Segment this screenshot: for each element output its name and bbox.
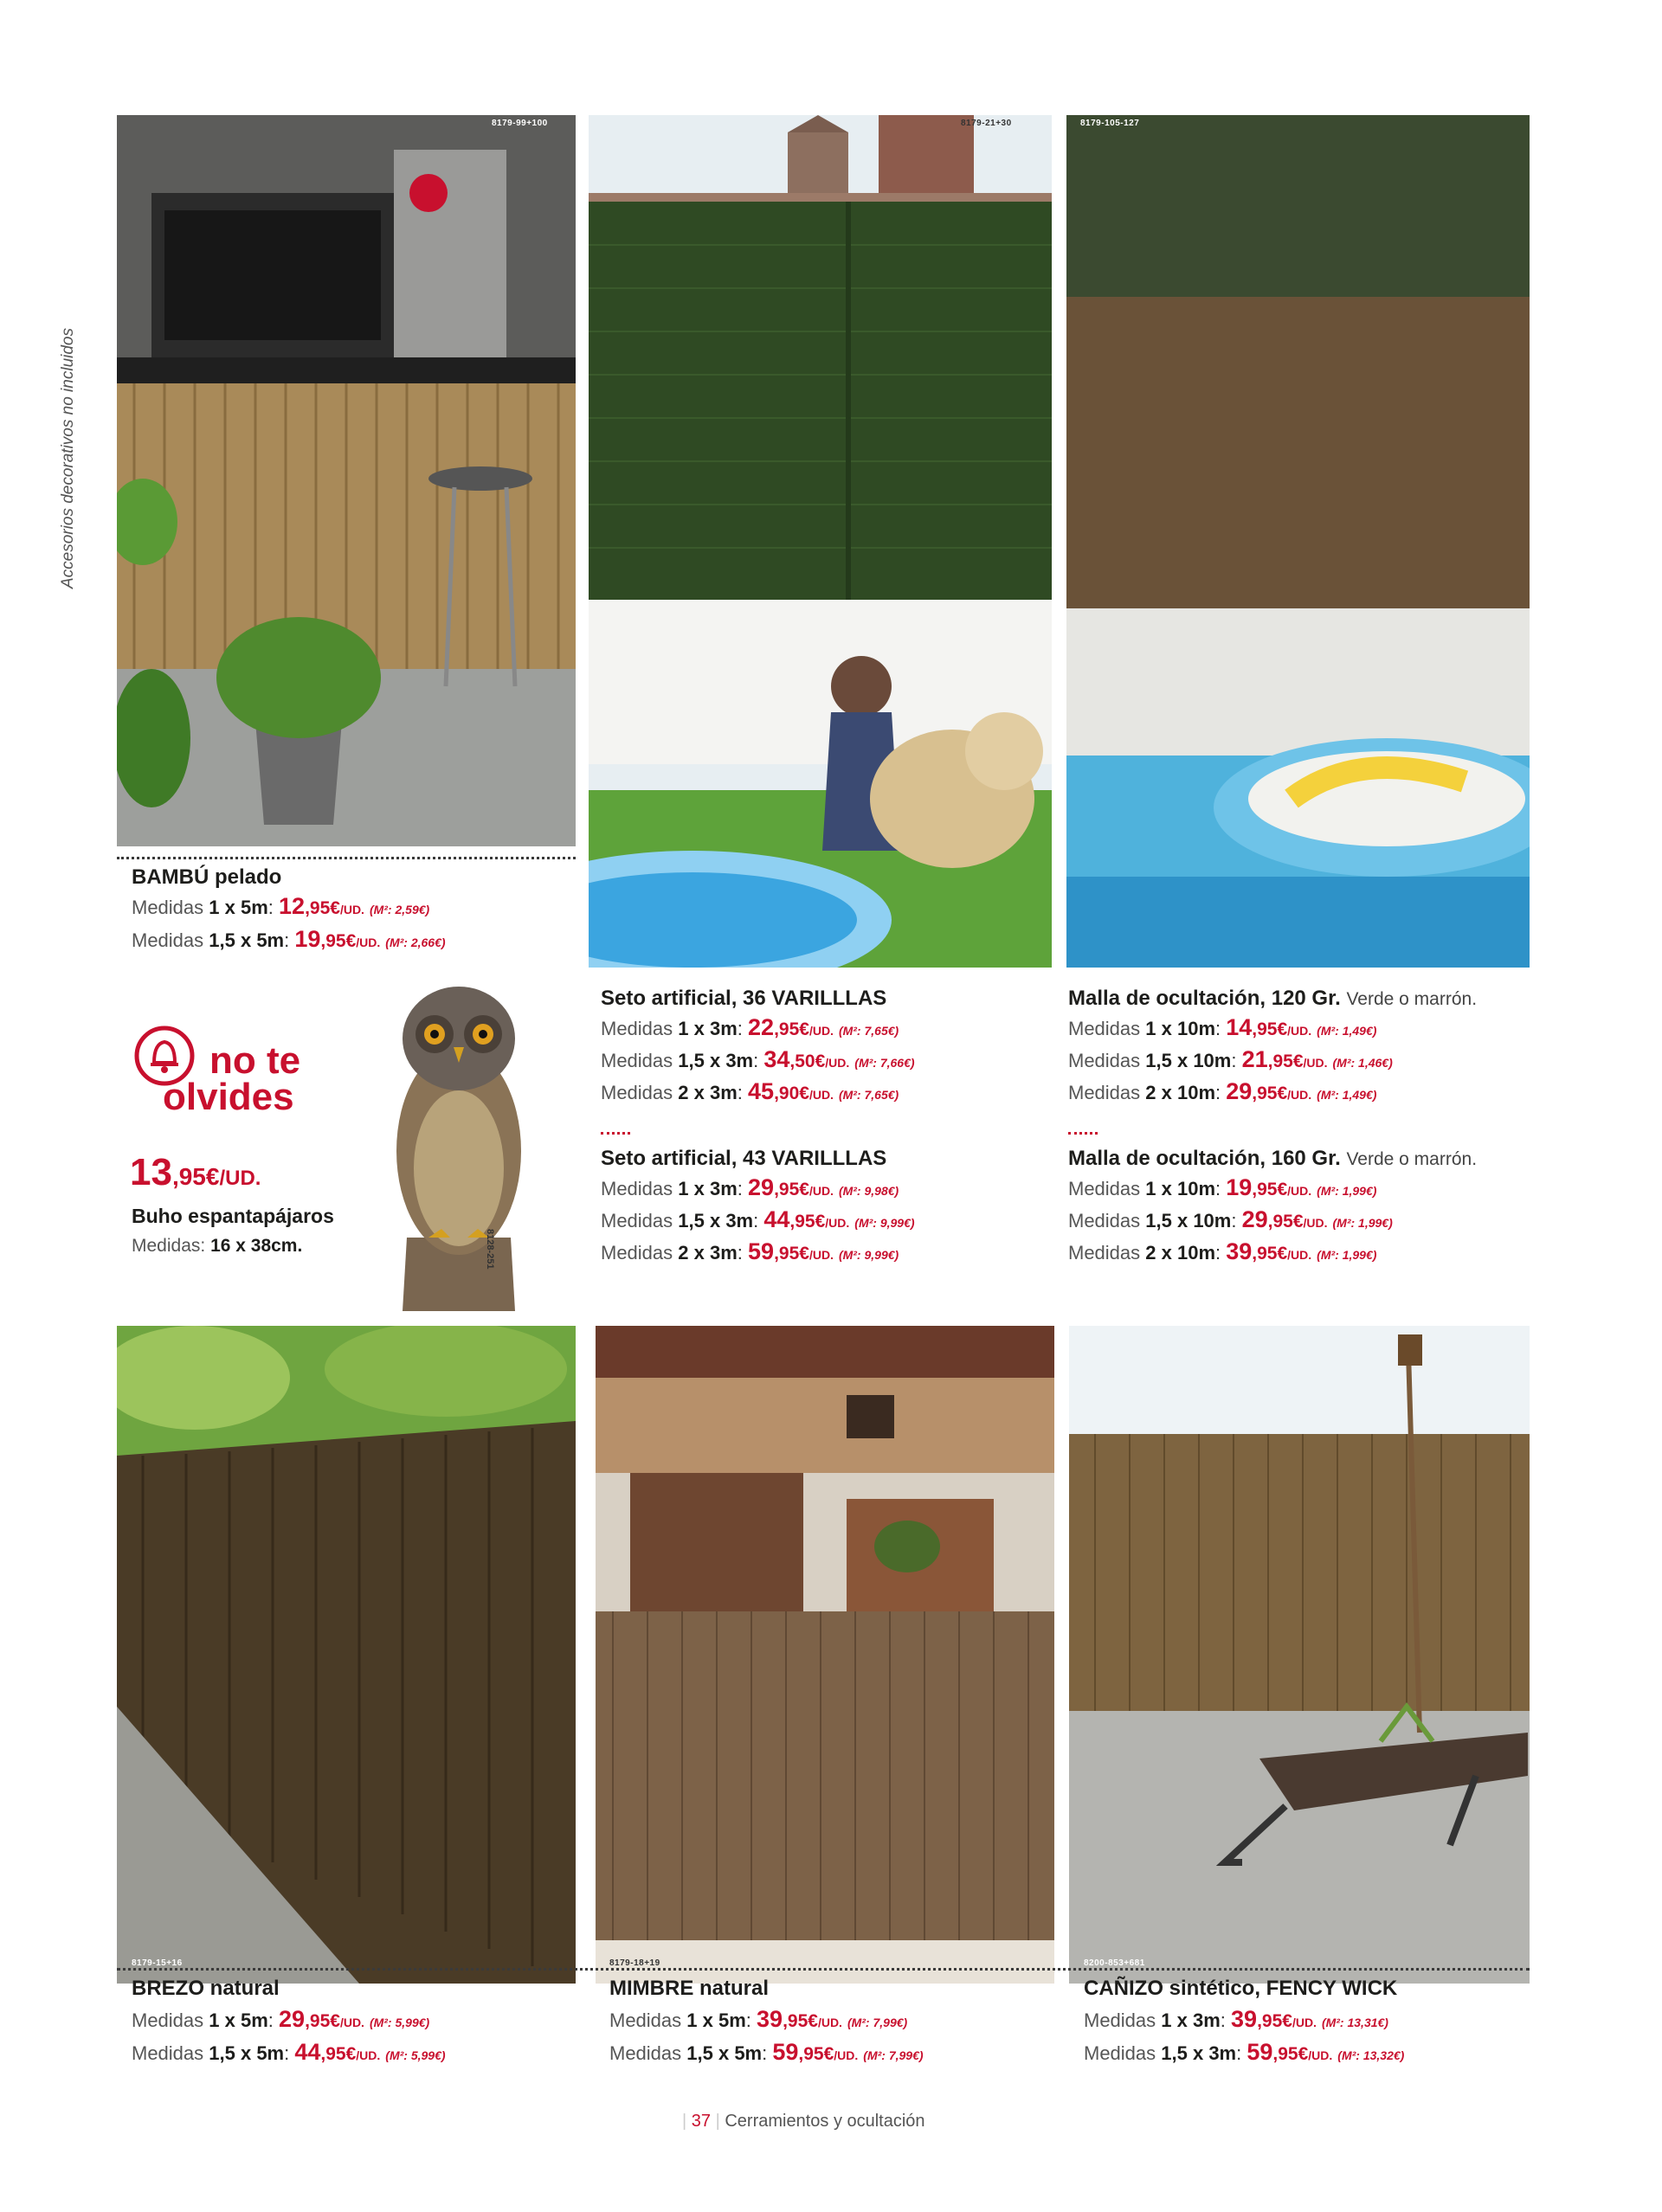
product-title: Seto artificial, 43 VARILLLAS	[601, 1147, 887, 1170]
product-code: 8179-15+16	[132, 1958, 183, 1968]
photo-bambu	[117, 115, 576, 846]
product-title: BAMBÚ pelado	[132, 865, 282, 889]
product-title: Malla de ocultación, 120 Gr. Verde o marrón.	[1068, 987, 1478, 1010]
side-note: Accesorios decorativos no incluidos	[59, 328, 77, 588]
size-row: Medidas 1 x 3m: 39,95€/UD. (M²: 13,31€)	[1084, 2006, 1388, 2032]
product-title: MIMBRE natural	[609, 1977, 770, 2000]
owl-image	[381, 978, 537, 1311]
size-row: Medidas 1,5 x 5m: 44,95€/UD. (M²: 5,99€)	[132, 2039, 446, 2065]
product-title: BREZO natural	[132, 1977, 280, 2000]
size-row: Medidas 1 x 3m: 22,95€/UD. (M²: 7,65€)	[601, 1014, 899, 1040]
product-code: 8179-21+30	[961, 119, 1012, 128]
section-name: Cerramientos y ocultación	[725, 2112, 925, 2131]
divider	[117, 857, 576, 859]
size-row: Medidas 1 x 10m: 19,95€/UD. (M²: 1,99€)	[1068, 1174, 1377, 1200]
size-row: Medidas 1 x 3m: 29,95€/UD. (M²: 9,98€)	[601, 1174, 899, 1200]
product-title: Malla de ocultación, 160 Gr. Verde o marrón.	[1068, 1147, 1478, 1170]
malla-scene-image	[1066, 115, 1530, 968]
size-row: Medidas 1 x 5m: 12,95€/UD. (M²: 2,59€)	[132, 893, 430, 919]
photo-brezo	[117, 1326, 576, 1984]
promo-size: Medidas: 16 x 38cm.	[132, 1236, 303, 1256]
seto-scene-image	[589, 115, 1052, 968]
photo-canizo	[1069, 1326, 1530, 1984]
size-row: Medidas 2 x 10m: 39,95€/UD. (M²: 1,99€)	[1068, 1238, 1377, 1264]
separator	[1068, 1132, 1098, 1135]
promo-price: 13,95€/UD.	[130, 1151, 261, 1193]
size-row: Medidas 1 x 10m: 14,95€/UD. (M²: 1,49€)	[1068, 1014, 1377, 1040]
bambu-scene-image	[117, 115, 576, 846]
product-code: 8128-251	[485, 1229, 495, 1270]
size-row: Medidas 1,5 x 5m: 59,95€/UD. (M²: 7,99€)	[609, 2039, 924, 2065]
size-row: Medidas 1,5 x 3m: 44,95€/UD. (M²: 9,99€)	[601, 1206, 915, 1232]
size-row: Medidas 1,5 x 10m: 29,95€/UD. (M²: 1,99€)	[1068, 1206, 1393, 1232]
footer-separator: |	[682, 2112, 687, 2131]
size-row: Medidas 2 x 3m: 59,95€/UD. (M²: 9,99€)	[601, 1238, 899, 1264]
size-row: Medidas 2 x 3m: 45,90€/UD. (M²: 7,65€)	[601, 1078, 899, 1104]
divider	[117, 1968, 1530, 1971]
product-code: 8179-99+100	[492, 119, 548, 128]
size-row: Medidas 1 x 5m: 39,95€/UD. (M²: 7,99€)	[609, 2006, 908, 2032]
separator	[601, 1132, 630, 1135]
promo-badge	[130, 1021, 329, 1125]
page-footer	[682, 2112, 925, 2132]
size-row: Medidas 2 x 10m: 29,95€/UD. (M²: 1,49€)	[1068, 1078, 1377, 1104]
mimbre-scene-image	[596, 1326, 1054, 1984]
footer-separator: |	[715, 2112, 720, 2131]
size-row: Medidas 1 x 5m: 29,95€/UD. (M²: 5,99€)	[132, 2006, 430, 2032]
promo-badge-line1: no te	[209, 1039, 301, 1082]
photo-mimbre	[596, 1326, 1054, 1984]
product-code: 8179-18+19	[609, 1958, 660, 1968]
size-row: Medidas 1,5 x 3m: 59,95€/UD. (M²: 13,32€)	[1084, 2039, 1405, 2065]
promo-badge-line2: olvides	[163, 1076, 294, 1118]
photo-malla	[1066, 115, 1530, 968]
brezo-scene-image	[117, 1326, 576, 1984]
photo-seto	[589, 115, 1052, 968]
product-title: CAÑIZO sintético, FENCY WICK	[1084, 1977, 1398, 2000]
product-code: 8179-105-127	[1080, 119, 1140, 128]
size-row: Medidas 1,5 x 5m: 19,95€/UD. (M²: 2,66€)	[132, 926, 446, 952]
product-title: Seto artificial, 36 VARILLLAS	[601, 987, 887, 1010]
size-row: Medidas 1,5 x 3m: 34,50€/UD. (M²: 7,66€)	[601, 1046, 915, 1072]
product-code: 8200-853+681	[1084, 1958, 1145, 1968]
owl-icon	[381, 978, 537, 1311]
page-number: 37	[691, 2112, 712, 2131]
promo-name: Buho espantapájaros	[132, 1205, 334, 1227]
canizo-scene-image	[1069, 1326, 1530, 1984]
size-row: Medidas 1,5 x 10m: 21,95€/UD. (M²: 1,46€)	[1068, 1046, 1393, 1072]
